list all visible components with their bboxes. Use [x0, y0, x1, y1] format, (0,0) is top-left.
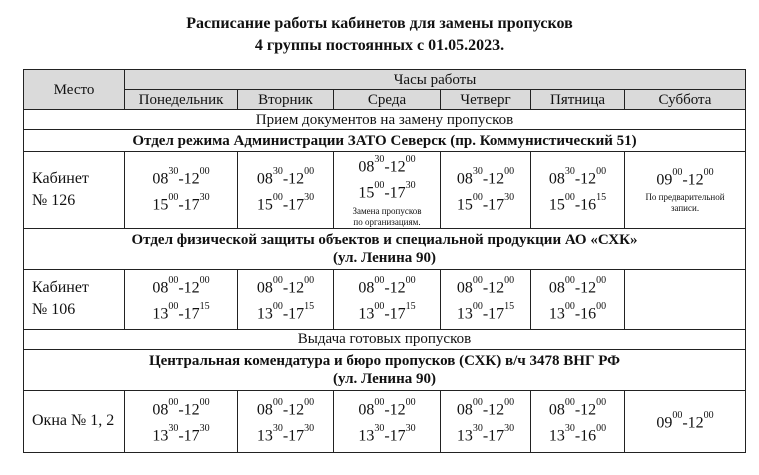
- room-106-wednesday: $08^{00}-12^{00}$ $13^{00}-17^{15}$: [334, 269, 441, 329]
- room-126-saturday: $09^{00}-12^{00}$ По предварительной записи.: [625, 152, 746, 229]
- room-126-wednesday: $08^{30}-12^{00}$ $15^{00}-17^{30}$ Замена пропусков по организациям.: [334, 152, 441, 229]
- windows-label: Окна № 1, 2: [24, 390, 125, 452]
- header-row: [24, 70, 746, 90]
- room-126-friday: $08^{30}-12^{00}$ $15^{00}-16^{15}$: [531, 152, 625, 229]
- windows-saturday: $09^{00}-12^{00}$: [625, 390, 746, 452]
- org3-row: [24, 349, 746, 390]
- section-issue-row: [24, 329, 746, 349]
- section-intake-row: [24, 110, 746, 130]
- org1-title: Отдел режима Администрации ЗАТО Северск (пр. Коммунистический 51): [24, 130, 746, 152]
- org2-title: Отдел физической защиты объектов и специальной продукции АО «СХК» (ул. Ленина 90): [24, 228, 746, 269]
- wednesday-note-line2: по организациям.: [353, 216, 421, 227]
- schedule-table: [23, 69, 746, 453]
- room-106-friday: $08^{00}-12^{00}$ $13^{00}-16^{00}$: [531, 269, 625, 329]
- document-title: Расписание работы кабинетов для замены пропусков: [186, 15, 573, 32]
- org3-title: Центральная комендатура и бюро пропусков (СХК) в/ч 3478 ВНГ РФ (ул. Ленина 90): [24, 349, 746, 390]
- room-126-row: [24, 152, 746, 229]
- day-friday: Пятница: [531, 90, 625, 110]
- room-126-monday: $08^{30}-12^{00}$ $15^{00}-17^{30}$: [125, 152, 238, 229]
- windows-row: [24, 390, 746, 452]
- room-126-tuesday: $08^{30}-12^{00}$ $15^{00}-17^{30}$: [238, 152, 334, 229]
- room-106-row: [24, 269, 746, 329]
- windows-friday: $08^{00}-12^{00}$ $13^{30}-16^{00}$: [531, 390, 625, 452]
- header-hours: Часы работы: [125, 70, 746, 90]
- room-126-thursday: $08^{30}-12^{00}$ $15^{00}-17^{30}$: [441, 152, 531, 229]
- day-thursday: Четверг: [441, 90, 531, 110]
- wednesday-note-line1: Замена пропусков: [352, 205, 422, 216]
- room-106-saturday: [625, 269, 746, 329]
- day-tuesday: Вторник: [238, 90, 334, 110]
- saturday-note-line2: записи.: [670, 203, 700, 214]
- windows-tuesday: $08^{00}-12^{00}$ $13^{30}-17^{30}$: [238, 390, 334, 452]
- section-issue: Выдача готовых пропусков: [24, 329, 746, 349]
- room-126-label: Кабинет № 126: [24, 152, 125, 229]
- day-monday: Понедельник: [125, 90, 238, 110]
- saturday-note-line1: По предварительной: [645, 192, 725, 203]
- org2-row: [24, 228, 746, 269]
- windows-monday: $08^{00}-12^{00}$ $13^{30}-17^{30}$: [125, 390, 238, 452]
- header-days-row: [24, 90, 746, 110]
- day-saturday: Суббота: [625, 90, 746, 110]
- windows-thursday: $08^{00}-12^{00}$ $13^{30}-17^{30}$: [441, 390, 531, 452]
- header-place: Место: [24, 70, 125, 110]
- windows-wednesday: $08^{00}-12^{00}$ $13^{30}-17^{30}$: [334, 390, 441, 452]
- room-106-label: Кабинет № 106: [24, 269, 125, 329]
- document-subtitle: 4 группы постоянных с 01.05.2023.: [254, 37, 505, 54]
- room-106-monday: $08^{00}-12^{00}$ $13^{00}-17^{15}$: [125, 269, 238, 329]
- section-intake: Прием документов на замену пропусков: [24, 110, 746, 130]
- day-wednesday: Среда: [334, 90, 441, 110]
- room-106-thursday: $08^{00}-12^{00}$ $13^{00}-17^{15}$: [441, 269, 531, 329]
- org1-row: [24, 130, 746, 152]
- room-106-tuesday: $08^{00}-12^{00}$ $13^{00}-17^{15}$: [238, 269, 334, 329]
